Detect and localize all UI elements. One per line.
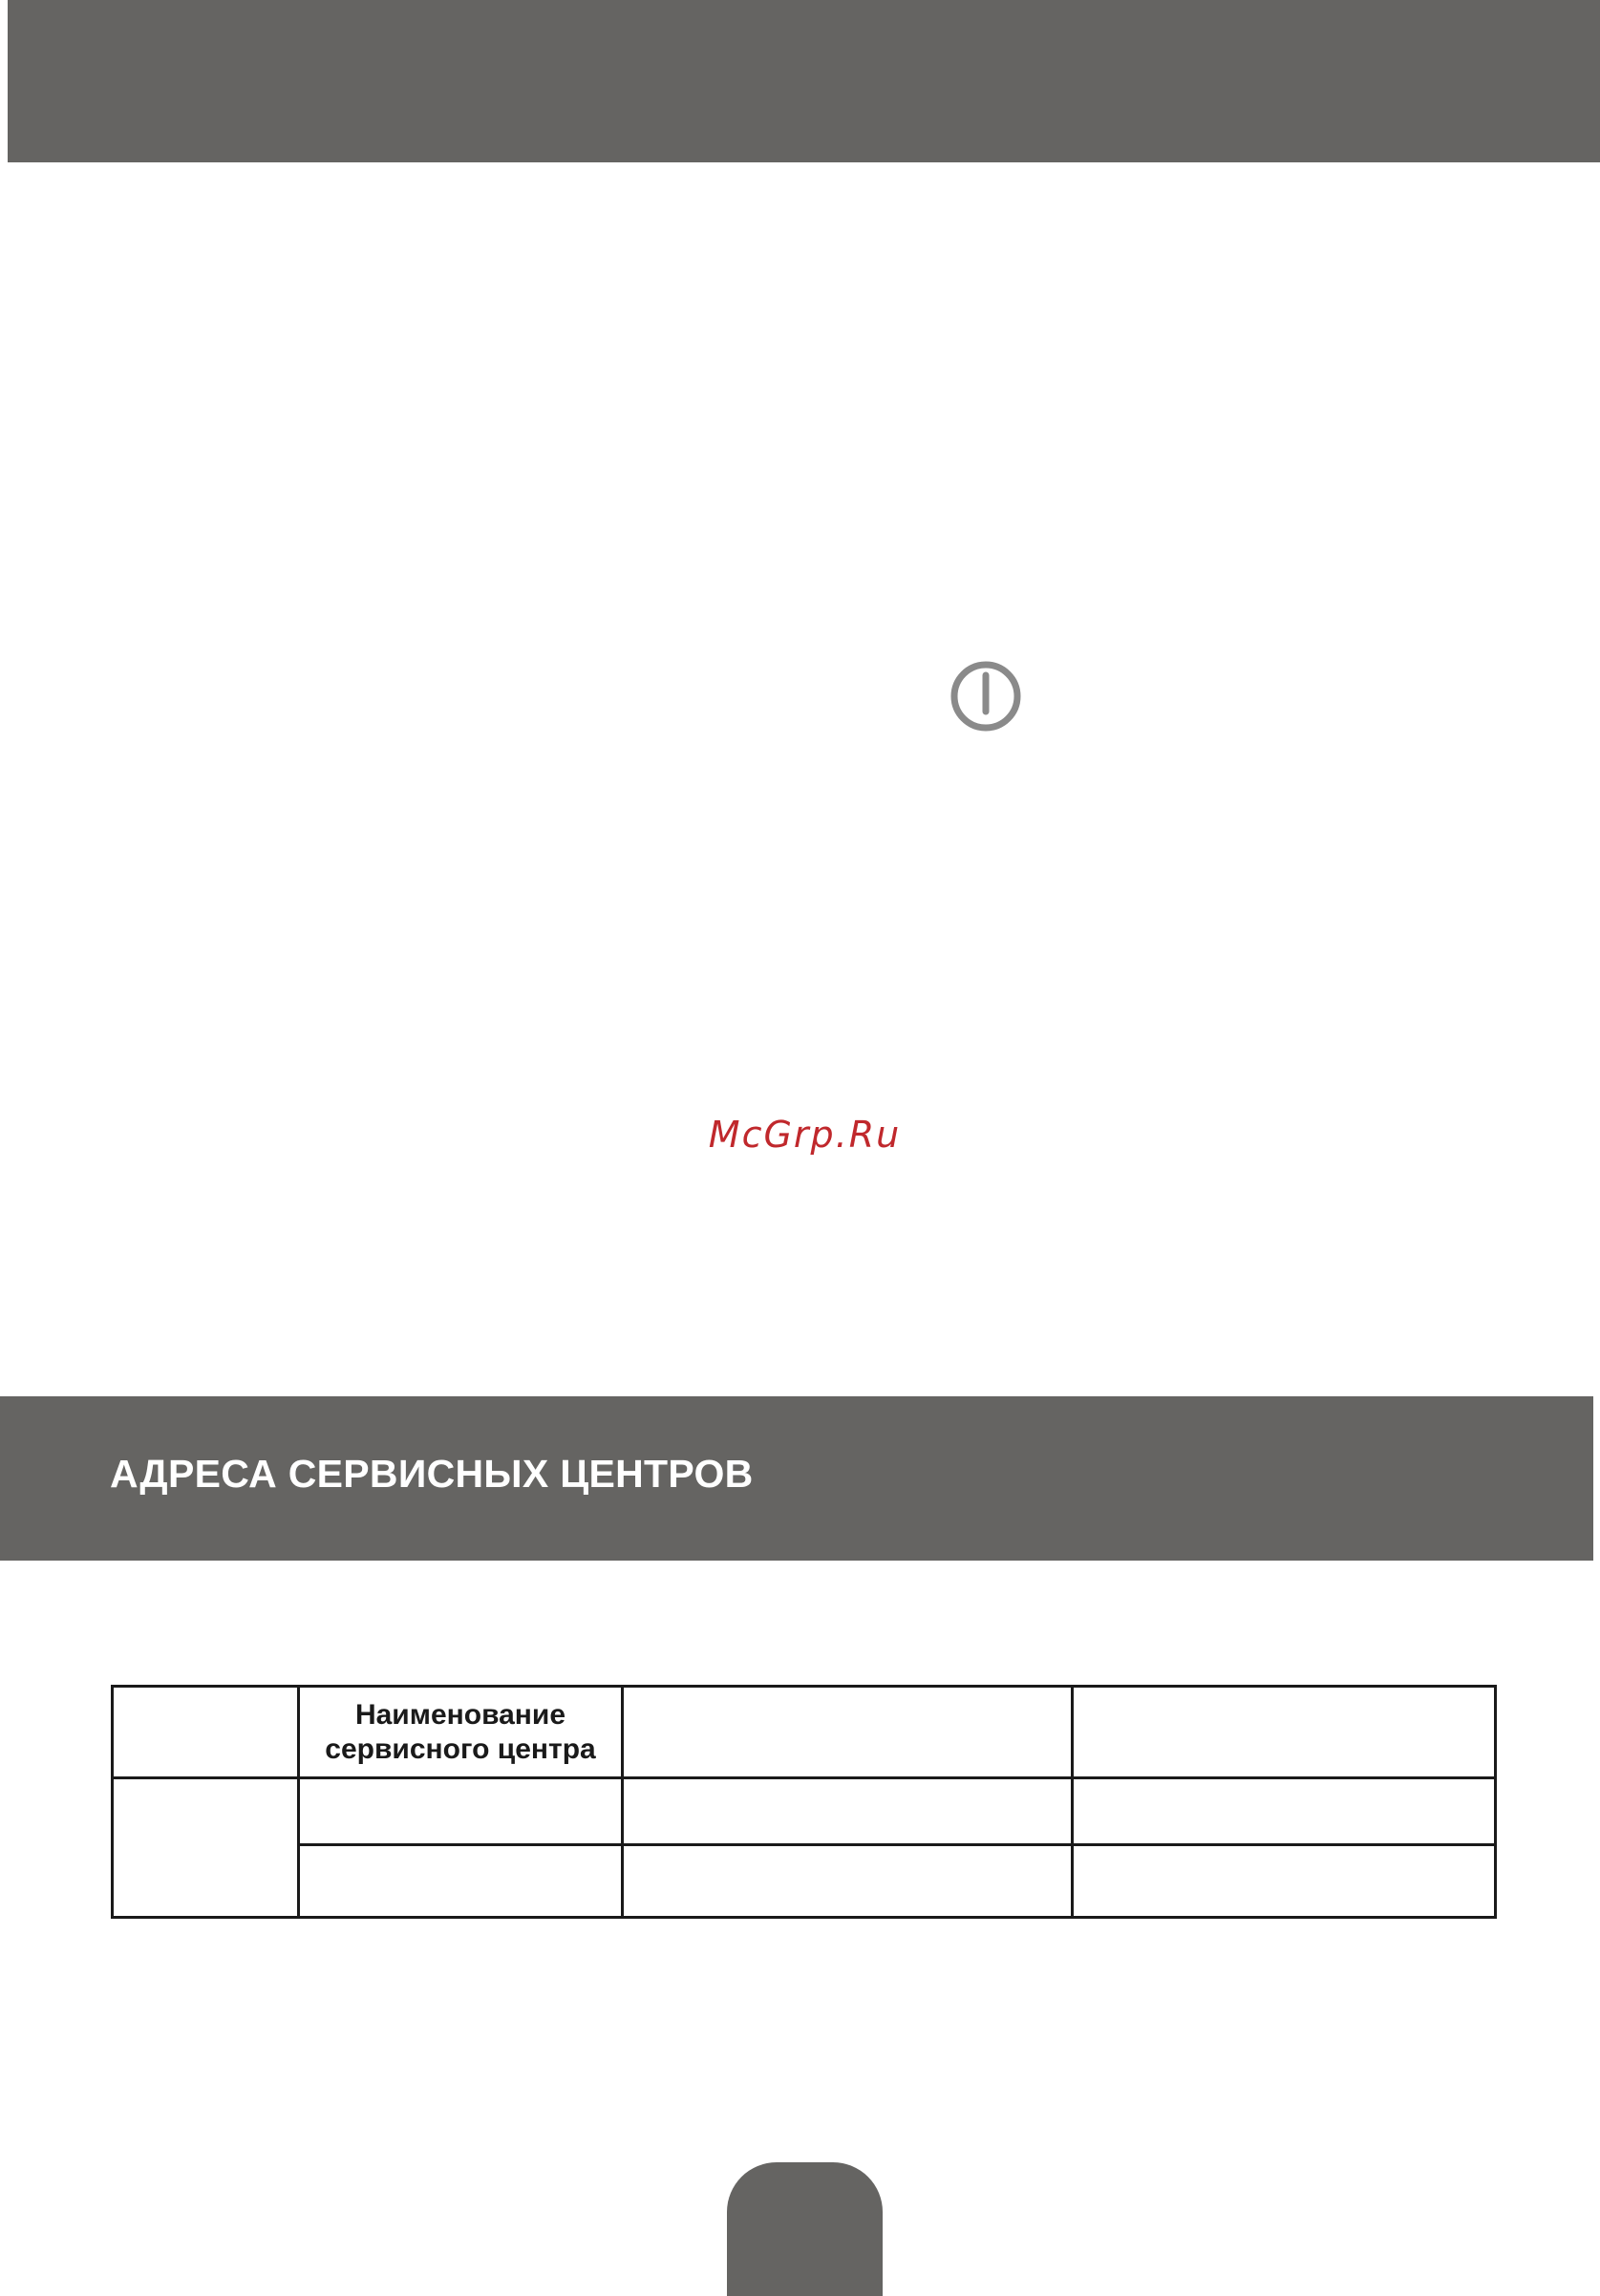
- table-cell: [1073, 1778, 1496, 1845]
- header-line-2: сервисного центра: [325, 1733, 596, 1765]
- table-cell-merged: [113, 1778, 299, 1918]
- table-cell: [623, 1778, 1073, 1845]
- watermark: McGrp.Ru: [708, 1114, 902, 1156]
- header-cell-4: [1073, 1687, 1496, 1778]
- table-cell: [623, 1845, 1073, 1918]
- table-cell: [299, 1778, 623, 1845]
- table-header-row: [113, 1687, 1496, 1778]
- table-row: [113, 1845, 1496, 1918]
- header-cell-3: [623, 1687, 1073, 1778]
- header-cell-service-center-name: [299, 1687, 623, 1778]
- service-centers-table: [111, 1685, 1497, 1919]
- table-cell: [299, 1845, 623, 1918]
- top-banner: [8, 0, 1600, 162]
- header-line-1: Наименование: [354, 1698, 566, 1731]
- page-number-tab: [727, 2162, 883, 2296]
- section-title: АДРЕСА СЕРВИСНЫХ ЦЕНТРОВ: [110, 1452, 754, 1496]
- power-icon: [949, 660, 1022, 733]
- table-row: [113, 1778, 1496, 1845]
- header-cell-1: [113, 1687, 299, 1778]
- table-cell: [1073, 1845, 1496, 1918]
- section-header-bar: [0, 1396, 1593, 1561]
